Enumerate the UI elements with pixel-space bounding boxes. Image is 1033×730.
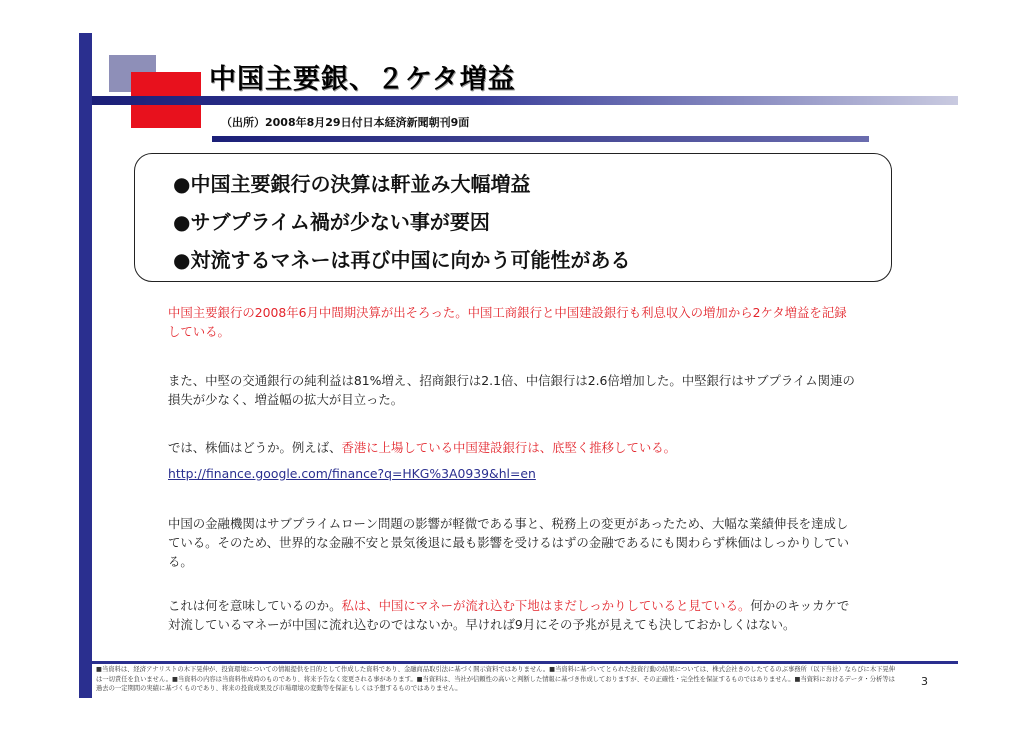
paragraph-4: 中国の金融機関はサブプライムローン問題の影響が軽微である事と、税務上の変更があったため、大幅な業績伸長を達成している。そのため、世界的な金融不安と景気後退に最も影響を受けるはずの金融であるにも関わらず株価はしっかりしている。 [168,516,849,569]
finance-link[interactable]: http://finance.google.com/finance?q=HKG%3A0939&hl=en [168,466,536,481]
paragraph-3-highlight: 香港に上場している中国建設銀行は、底堅く推移している。 [341,440,677,455]
paragraph-3 [168,438,856,457]
paragraph-1: 中国主要銀行の2008年6月中間期決算が出そろった。中国工商銀行と中国建設銀行も利息収入の増加から2ケタ増益を記録している。 [168,305,847,339]
title-underline-bar [92,96,958,105]
summary-box [134,153,892,282]
paragraph-2: また、中堅の交通銀行の純利益は81%増え、招商銀行は2.1倍、中信銀行は2.6倍増加した。中堅銀行はサブプライム関連の損失が少なく、増益幅の拡大が目立った。 [168,373,855,407]
link-line [168,464,856,483]
slide-title: 中国主要銀、２ケタ増益 [209,64,516,95]
paragraph-5-tail: 何かのキッカケで対流しているマネーが中国に流れ込むのではないか。早ければ9月にその予兆が見えても決しておかしくはない。 [168,598,850,632]
paragraph-3-lead: では、株価はどうか。例えば、 [168,440,342,455]
summary-point-2: ●サブプライム禍が少ない事が要因 [173,210,490,234]
page-number: 3 [921,675,928,688]
footer-rule [92,661,958,664]
summary-point-3: ●対流するマネーは再び中国に向かう可能性がある [173,248,631,272]
summary-point-1: ●中国主要銀行の決算は軒並み大幅増益 [173,172,531,196]
paragraph-5-highlight: 私は、中国にマネーが流れ込む下地はまだしっかりしていると見ている。 [341,598,751,613]
paragraph-5 [168,596,856,634]
source-underline-bar [212,136,869,142]
source-citation: （出所）2008年8月29日付日本経済新聞朝刊9面 [221,116,470,129]
paragraph-5-lead: これは何を意味しているのか。 [168,598,342,613]
disclaimer-text: ■当資料は、経済アナリストの木下晃伸が、投資環境についての情報提供を目的として作成した資料であり、金融商品取引法に基づく開示資料ではありません。■当資料に基づいてとられた投資行動の結果については、株式会社きのしたてるのぶ事務所（以下当社）ならびに木下晃伸は一切責任を負いません。■当資料の内容は当資料作成時のものであり、将来予告なく変更される事があります。■当資料は、当社が信頼性の高いと判断した情報に基づき作成しておりますが、その正確性・完全性を保証するものではありません。■当資料におけるデータ・分析等は過去の一定期間の実績に基づくものであり、将来の投資成果及び市場環境の変動等を保証もしくは予想するものではありません。 [96,666,896,693]
left-accent-bar [79,33,92,698]
